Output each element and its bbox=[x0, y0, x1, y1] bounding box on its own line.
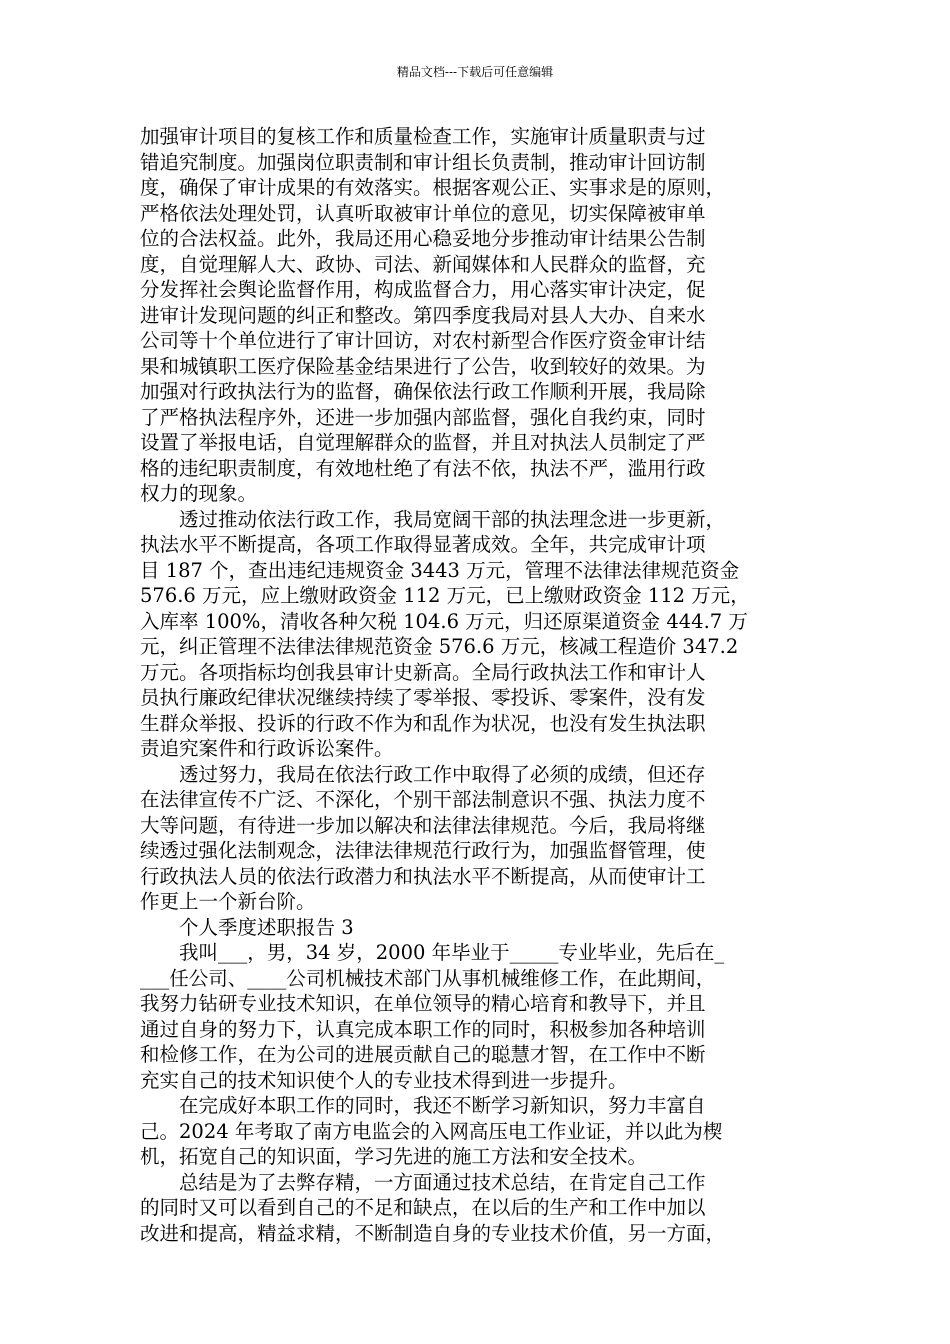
text-line: 作更上一个新台阶。 bbox=[140, 890, 316, 913]
text-line: 充实自己的技术知识使个人的专业技术得到进一步提升。 bbox=[140, 1068, 628, 1092]
text-line: 权力的现象。 bbox=[140, 482, 258, 505]
text-line: 总结是为了去弊存精，一方面通过技术总结，在肯定自己工作 bbox=[140, 1170, 706, 1194]
text-line: 分发挥社会舆论监督作用，构成监督合力，用心落实审计决定，促 bbox=[140, 278, 706, 301]
text-line: 责追究案件和行政诉讼案件。 bbox=[140, 737, 394, 760]
text-line: 加强对行政执法行为的监督，确保依法行政工作顺利开展，我局除 bbox=[140, 380, 706, 403]
document-body bbox=[140, 124, 812, 1246]
text-line: 员执行廉政纪律状况继续持续了零举报、零投诉、零案件，没有发 bbox=[140, 686, 706, 709]
text-line: 加强审计项目的复核工作和质量检查工作，实施审计质量职责与过 bbox=[140, 125, 706, 148]
text-line: 果和城镇职工医疗保险基金结果进行了公告，收到较好的效果。为 bbox=[140, 354, 706, 378]
text-line: 目 187 个，查出违纪违规资金 3443 万元，管理不法律法律规范资金 bbox=[140, 558, 740, 582]
text-line: 通过自身的努力下，认真完成本职工作的同时，积极参加各种培训 bbox=[140, 1017, 706, 1041]
text-line: 生群众举报、投诉的行政不作为和乱作为状况，也没有发生执法职 bbox=[140, 711, 706, 735]
text-line: 公司等十个单位进行了审计回访，对农村新型合作医疗资金审计结 bbox=[140, 329, 706, 352]
text-line: 在完成好本职工作的同时，我还不断学习新知识，努力丰富自 bbox=[140, 1094, 706, 1117]
text-line: 透过推动依法行政工作，我局宽阔干部的执法理念进一步更新， bbox=[140, 507, 726, 531]
text-line: 格的违纪职责制度，有效地杜绝了有法不依，执法不严，滥用行政 bbox=[140, 456, 706, 480]
text-line: 万元。各项指标均创我县审计史新高。全局行政执法工作和审计人 bbox=[140, 660, 706, 684]
text-line: 元，纠正管理不法律法律规范资金 576.6 万元，核减工程造价 347.2 bbox=[140, 635, 739, 658]
text-line: 改进和提高，精益求精，不断制造自身的专业技术价值，另一方面， bbox=[140, 1221, 726, 1245]
text-line: 大等问题，有待进一步加以解决和法律法律规范。今后，我局将继 bbox=[140, 813, 706, 837]
text-line: 和检修工作，在为公司的进展贡献自己的聪慧才智，在工作中不断 bbox=[140, 1043, 706, 1066]
text-line: 机，拓宽自己的知识面，学习先进的施工方法和安全技术。 bbox=[140, 1145, 648, 1168]
text-line: 了严格执法程序外，还进一步加强内部监督，强化自我约束，同时 bbox=[140, 405, 706, 429]
text-line: 续透过强化法制观念，法律法律规范行政行为，加强监督管理，使 bbox=[140, 839, 706, 862]
text-line: 我叫___，男，34 岁，2000 年毕业于_____专业毕业，先后在_ bbox=[140, 941, 725, 964]
text-line: 度，自觉理解人大、政协、司法、新闻媒体和人民群众的监督，充 bbox=[140, 252, 706, 276]
text-line: 设置了举报电话，自觉理解群众的监督，并且对执法人员制定了严 bbox=[140, 431, 706, 454]
text-line: 执法水平不断提高，各项工作取得显著成效。全年，共完成审计项 bbox=[140, 533, 706, 556]
text-line: 透过努力，我局在依法行政工作中取得了必须的成绩，但还存 bbox=[140, 762, 706, 786]
text-line: 严格依法处理处罚，认真听取被审计单位的意见，切实保障被审单 bbox=[140, 201, 706, 225]
text-line: 的同时又可以看到自己的不足和缺点，在以后的生产和工作中加以 bbox=[140, 1196, 706, 1219]
text-line: 我努力钻研专业技术知识，在单位领导的精心培育和教导下，并且 bbox=[140, 992, 706, 1015]
text-line: 个人季度述职报告 3 bbox=[140, 915, 354, 939]
text-line: 576.6 万元，应上缴财政资金 112 万元，已上缴财政资金 112 万元， bbox=[140, 584, 750, 607]
text-line: 己。2024 年考取了南方电监会的入网高压电工作业证，并以此为楔 bbox=[140, 1119, 723, 1143]
text-line: 位的合法权益。此外，我局还用心稳妥地分步推动审计结果公告制 bbox=[140, 227, 706, 250]
text-line: 行政执法人员的依法行政潜力和执法水平不断提高，从而使审计工 bbox=[140, 864, 706, 888]
page-header: 精品文档---下载后可任意编辑 bbox=[396, 65, 554, 79]
text-line: 进审计发现问题的纠正和整改。第四季度我局对县人大办、自来水 bbox=[140, 303, 706, 327]
text-line: ___任公司、____公司机械技术部门从事机械维修工作，在此期间， bbox=[140, 966, 716, 990]
text-line: 错追究制度。加强岗位职责制和审计组长负责制，推动审计回访制 bbox=[140, 150, 706, 174]
text-line: 度，确保了审计成果的有效落实。根据客观公正、实事求是的原则， bbox=[140, 176, 726, 199]
text-line: 入库率 100%，清收各种欠税 104.6 万元，归还原渠道资金 444.7 万 bbox=[140, 609, 748, 633]
text-line: 在法律宣传不广泛、不深化，个别干部法制意识不强、执法力度不 bbox=[140, 788, 706, 811]
